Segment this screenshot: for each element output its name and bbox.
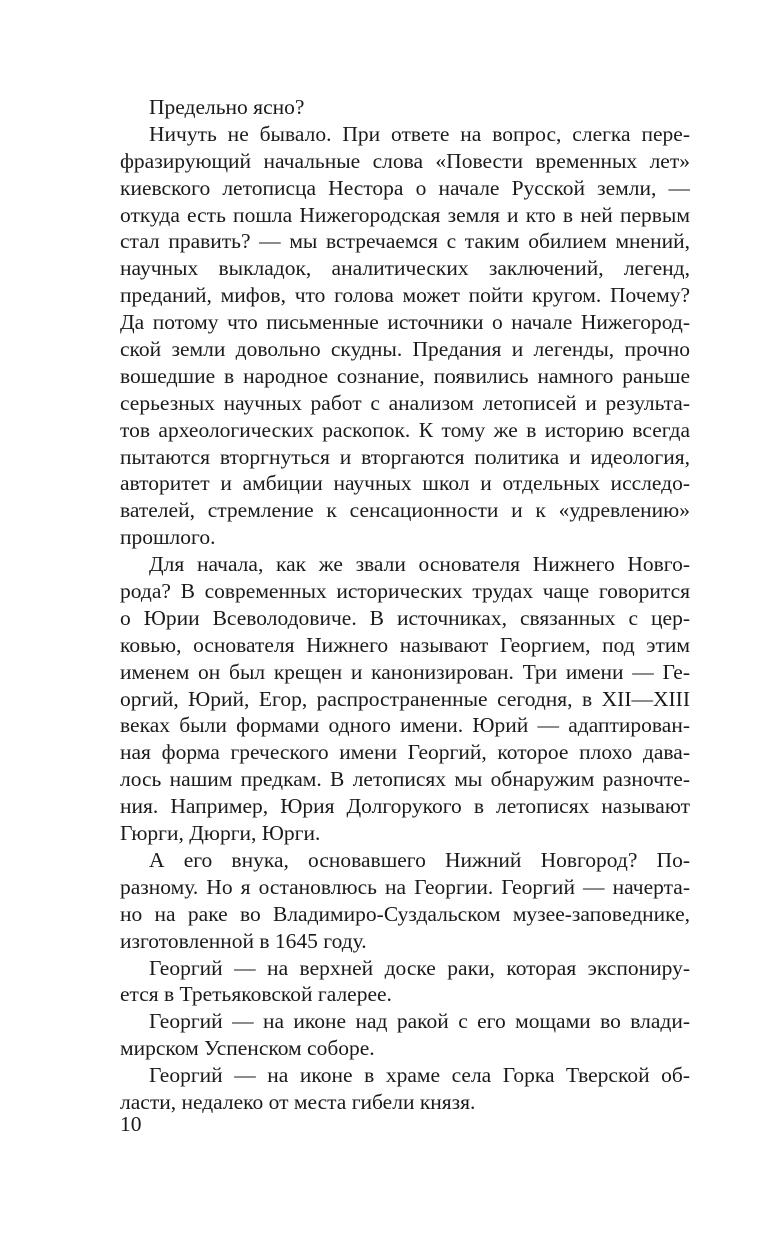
text-line: пытаются вторгнуться и вторгаются политика и идеология, bbox=[120, 444, 690, 469]
text-line: научных выкладок, аналитических заключений, легенд, bbox=[120, 256, 690, 281]
text-line: откуда есть пошла Нижегородская земля и кто в ней первым bbox=[120, 202, 690, 227]
text-line: изготовленной в 1645 году. bbox=[120, 928, 367, 953]
text-line: но на раке во Владимиро-Суздальском музее-заповеднике, bbox=[120, 901, 690, 926]
text-line: А его внука, основавшего Нижний Новгород? По- bbox=[149, 847, 690, 872]
text-line: киевского летописца Нестора о начале Русской земли, — bbox=[120, 175, 690, 200]
text-line: Да потому что письменные источники о начале Нижегород- bbox=[120, 310, 690, 335]
text-line: Для начала, как же звали основателя Нижнего Новго- bbox=[149, 552, 690, 577]
text-line: рода? В современных исторических трудах чаще говорится bbox=[120, 579, 690, 604]
text-line: оргий, Юрий, Егор, распространенные сегодня, в XII—XIII bbox=[120, 686, 690, 711]
text-line: вошедшие в народное сознание, появились намного раньше bbox=[120, 363, 690, 388]
text-line: лось нашим предкам. В летописях мы обнаружим разночте- bbox=[120, 767, 690, 792]
text-line: ется в Третьяковской галерее. bbox=[120, 982, 392, 1007]
text-line: Ничуть не бывало. При ответе на вопрос, слегка пере- bbox=[149, 121, 690, 146]
text-line: Гюрги, Дюрги, Юрги. bbox=[120, 821, 321, 846]
text-line: преданий, мифов, что голова может пойти кругом. Почему? bbox=[120, 283, 690, 308]
page-number: 10 bbox=[120, 1112, 142, 1136]
text-line: мирском Успенском соборе. bbox=[120, 1036, 375, 1061]
text-line: ской земли довольно скудны. Предания и легенды, прочно bbox=[120, 337, 690, 362]
text-line: прошлого. bbox=[120, 525, 216, 550]
text-line: тов археологических раскопок. К тому же в историю всегда bbox=[120, 417, 690, 442]
text-line: вателей, стремление к сенсационности и к «удревлению» bbox=[120, 498, 690, 523]
text-line: ласти, недалеко от места гибели князя. bbox=[120, 1089, 476, 1114]
text-line: ковью, основателя Нижнего называют Георгием, под этим bbox=[120, 632, 690, 657]
text-line: веках были формами одного имени. Юрий — адаптирован- bbox=[120, 713, 690, 738]
text-line: фразирующий начальные слова «Повести временных лет» bbox=[120, 148, 690, 173]
text-line: ная форма греческого имени Георгий, которое плохо дава- bbox=[120, 740, 690, 765]
text-line: Георгий — на иконе в храме села Горка Тверской об- bbox=[149, 1063, 690, 1088]
text-line: серьезных научных работ с анализом летописей и результа- bbox=[120, 390, 690, 415]
text-line: именем он был крещен и канонизирован. Три имени — Ге- bbox=[120, 659, 690, 684]
text-line: авторитет и амбиции научных школ и отдельных исследо- bbox=[120, 471, 690, 496]
text-line: о Юрии Всеволодовиче. В источниках, связанных с цер- bbox=[120, 605, 690, 630]
text-line: разному. Но я остановлюсь на Георгии. Георгий — начерта- bbox=[120, 874, 690, 899]
body-text bbox=[120, 94, 690, 1116]
text-line: стал править? — мы встречаемся с таким обилием мнений, bbox=[120, 229, 690, 254]
text-line: Георгий — на иконе над ракой с его мощами во влади- bbox=[149, 1009, 690, 1034]
text-line: Георгий — на верхней доске раки, которая экспониру- bbox=[149, 955, 690, 980]
text-line: Предельно ясно? bbox=[149, 95, 305, 119]
text-line: ния. Например, Юрия Долгорукого в летописях называют bbox=[120, 794, 690, 819]
